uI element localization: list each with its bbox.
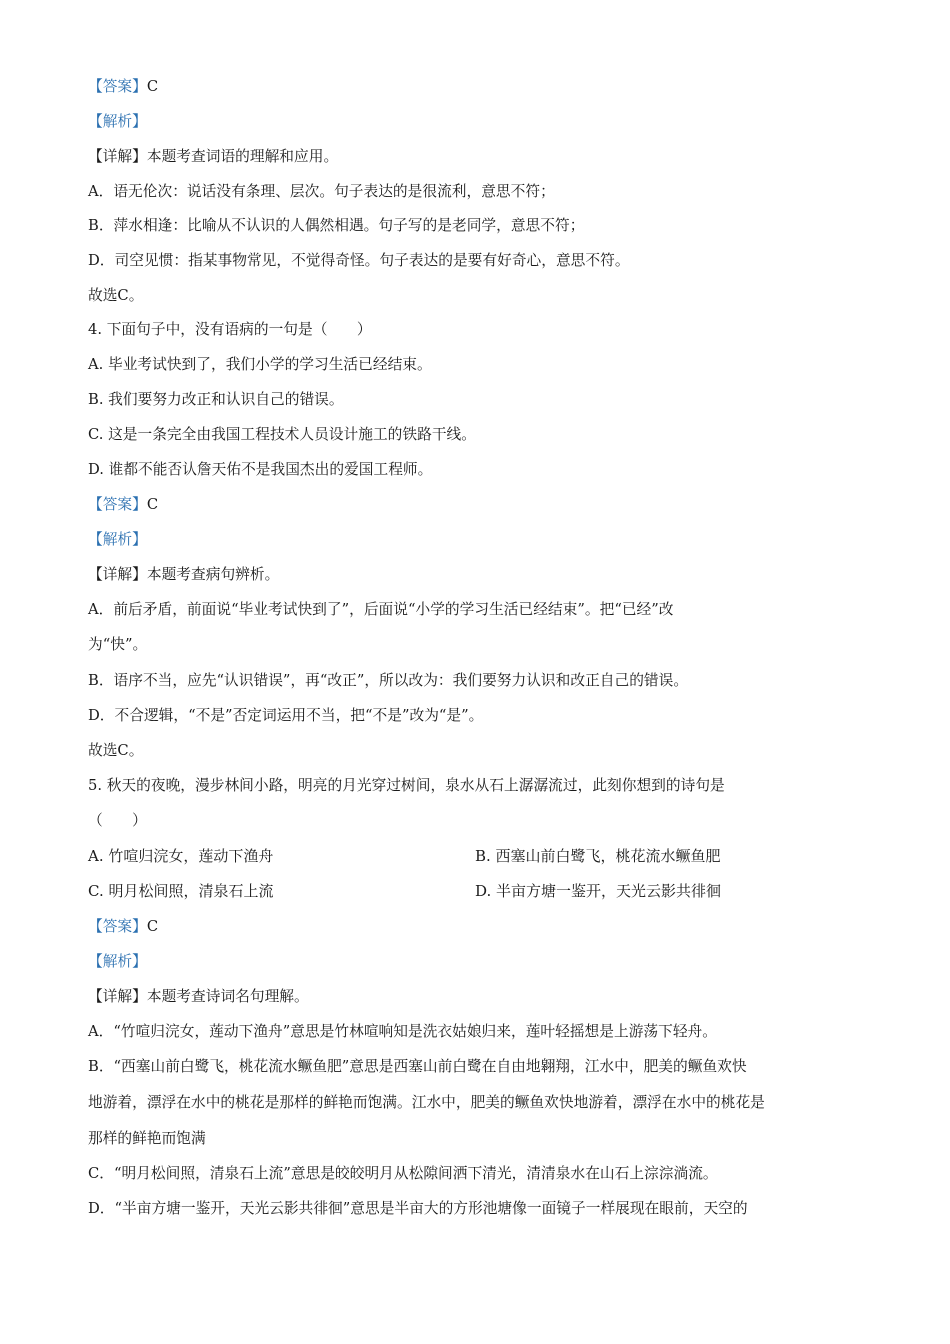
q5-analysis-line [88,951,863,971]
q4-stem: 4. 下面句子中，没有语病的一句是（ ） [88,320,372,338]
answer-tag: 【答案】 [88,917,147,935]
q5-explanation-c: C．“明月松间照，清泉石上流”意思是皎皎明月从松隙间洒下清光，清清泉水在山石上淙淙淌流。 [88,1164,718,1182]
q3-explanation-a: A．语无伦次：说话没有条理、层次。句子表达的是很流利，意思不符； [88,182,555,200]
q5-explanation-b: B．“西塞山前白鹭飞，桃花流水鳜鱼肥”意思是西塞山前白鹭在自由地翱翔，江水中，肥美的鳜鱼欢快 [88,1057,747,1075]
q5-stem-cont: （ ） [88,811,147,829]
q3-explanation-b: B．萍水相逢：比喻从不认识的人偶然相遇。句子写的是老同学，意思不符； [88,216,585,234]
q5-detail-line [88,986,863,1006]
q5-option-b: B. 西塞山前白鹭飞，桃花流水鳜鱼肥 [475,847,721,865]
answer-value: C [146,495,159,513]
q3-explanation-d: D．司空见惯：指某事物常见，不觉得奇怪。句子表达的是要有好奇心，意思不符。 [88,251,630,269]
detail-intro: 本题考查诗词名句理解。 [146,987,309,1005]
detail-tag: 【详解】 [88,147,147,165]
q4-explanation-a: A．前后矛盾，前面说“毕业考试快到了”，后面说“小学的学习生活已经结束”。把“已经”改 [88,600,674,618]
q4-analysis-line [88,529,863,549]
detail-intro: 本题考查词语的理解和应用。 [146,147,339,165]
q3-conclusion: 故选C。 [88,286,144,304]
answer-value: C [146,917,159,935]
q5-option-c: C. 明月松间照，清泉石上流 [88,882,274,900]
q5-explanation-b-cont-1: 地游着，漂浮在水中的桃花是那样的鲜艳而饱满。江水中，肥美的鳜鱼欢快地游着，漂浮在水中的桃花是 [88,1093,765,1111]
q5-stem: 5. 秋天的夜晚，漫步林间小路，明亮的月光穿过树间，泉水从石上潺潺流过，此刻你想到的诗句是 [88,776,725,794]
q4-detail-line [88,564,863,584]
q4-option-d: D. 谁都不能否认詹天佑不是我国杰出的爱国工程师。 [88,460,433,478]
detail-intro: 本题考查病句辨析。 [146,565,280,583]
q5-answer-line [88,916,863,936]
analysis-tag: 【解析】 [88,952,147,970]
q3-answer-line [88,76,863,96]
q5-explanation-d: D．“半亩方塘一鉴开，天光云影共徘徊”意思是半亩大的方形池塘像一面镜子一样展现在眼前，天空的 [88,1199,748,1217]
q4-option-b: B. 我们要努力改正和认识自己的错误。 [88,390,344,408]
q5-explanation-a: A．“竹喧归浣女，莲动下渔舟”意思是竹林喧响知是洗衣姑娘归来，莲叶轻摇想是上游荡下轻舟。 [88,1022,718,1040]
answer-tag: 【答案】 [88,495,147,513]
answer-tag: 【答案】 [88,77,147,95]
q4-explanation-b: B．语序不当，应先“认识错误”，再“改正”，所以改为：我们要努力认识和改正自己的错误。 [88,671,689,689]
q3-analysis-line [88,111,863,131]
q4-explanation-a-cont: 为“快”。 [88,635,148,653]
q4-option-a: A. 毕业考试快到了，我们小学的学习生活已经结束。 [88,355,432,373]
q4-option-c: C. 这是一条完全由我国工程技术人员设计施工的铁路干线。 [88,425,476,443]
detail-tag: 【详解】 [88,565,147,583]
q5-explanation-b-cont-2: 那样的鲜艳而饱满 [88,1129,206,1147]
analysis-tag: 【解析】 [88,530,147,548]
detail-tag: 【详解】 [88,987,147,1005]
q4-answer-line [88,494,863,514]
q3-detail-line [88,146,863,166]
q5-option-d: D. 半亩方塘一鉴开，天光云影共徘徊 [475,882,722,900]
q4-explanation-d: D．不合逻辑，“不是”否定词运用不当，把“不是”改为“是”。 [88,706,484,724]
analysis-tag: 【解析】 [88,112,147,130]
answer-value: C [146,77,159,95]
q5-option-a: A. 竹喧归浣女，莲动下渔舟 [88,847,274,865]
q4-conclusion: 故选C。 [88,741,144,759]
